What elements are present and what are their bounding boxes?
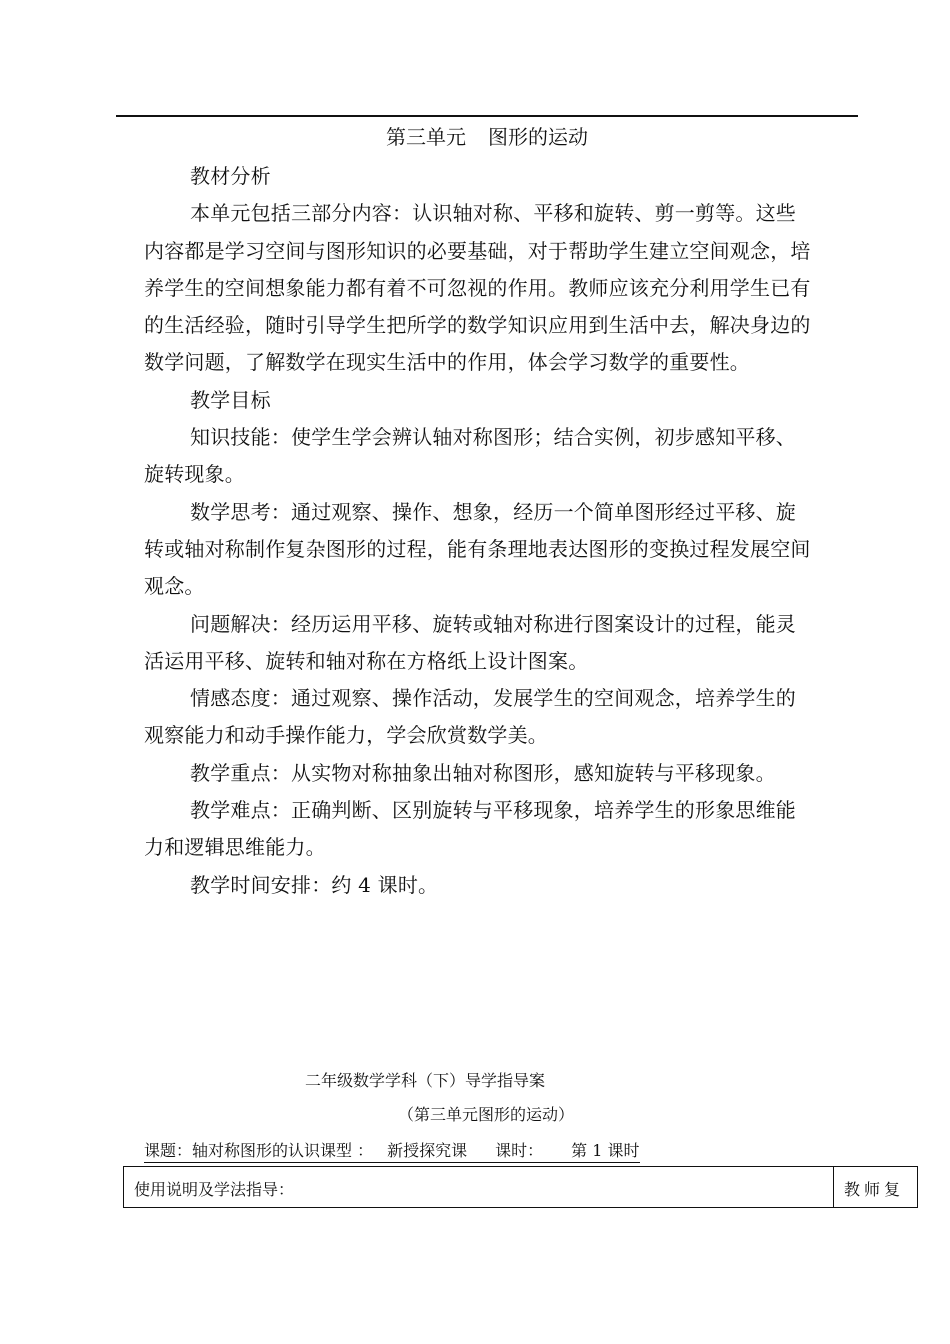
guide-heading: 二年级数学学科（下）导学指导案 <box>305 1071 546 1090</box>
unit-label: 第三单元 <box>386 125 466 149</box>
paragraph-difficulties: 教学难点：正确判断、区别旋转与平移现象，培养学生的形象思维能力和逻辑思维能力。 <box>144 798 796 860</box>
section-heading-goals: 教学目标 <box>190 387 271 412</box>
top-rule <box>116 115 858 117</box>
lesson-topic: 课题：轴对称图形的认识 <box>144 1141 321 1160</box>
lesson-hours-label: 课时： <box>495 1141 544 1160</box>
guide-subheading: （第三单元图形的运动） <box>398 1105 575 1124</box>
paragraph-attitude: 情感态度：通过观察、操作活动，发展学生的空间观念，培养学生的观察能力和动手操作能力，学会欣赏数学美。 <box>144 686 796 748</box>
guide-table <box>123 1166 918 1208</box>
unit-name: 图形的运动 <box>488 125 588 149</box>
lesson-type-value: 新授探究课 <box>387 1141 468 1160</box>
paragraph-analysis: 本单元包括三部分内容：认识轴对称、平移和旋转、剪一剪等。这些内容都是学习空间与图形知识的必要基础，对于帮助学生建立空间观念，培养学生的空间想象能力都有着不可忽视的作用。教师应该充分利用学生已有的生活经验，随时引导学生把所学的数学知识应用到生活中去，解决身边的数学问题，了解数学在现实生活中的作用，体会学习数学的重要性。 <box>144 201 811 375</box>
paragraph-knowledge: 知识技能：使学生学会辨认轴对称图形；结合实例，初步感知平移、旋转现象。 <box>144 425 796 487</box>
lesson-type-label: 课型 ： <box>320 1141 374 1160</box>
page-title <box>116 122 858 152</box>
lesson-hours-value: 第 1 课时 <box>571 1141 640 1160</box>
paragraph-schedule: 教学时间安排：约 4 课时。 <box>190 872 439 897</box>
paragraph-problem-solving: 问题解决：经历运用平移、旋转或轴对称进行图案设计的过程，能灵活运用平移、旋转和轴对称在方格纸上设计图案。 <box>144 611 796 673</box>
paragraph-thinking: 数学思考：通过观察、操作、想象，经历一个简单图形经过平移、旋转或轴对称制作复杂图形的过程，能有条理地表达图形的变换过程发展空间观念。 <box>144 499 811 599</box>
section-heading-analysis: 教材分析 <box>190 164 271 188</box>
table-cell-instructions: 使用说明及学法指导： <box>124 1167 834 1207</box>
document-body <box>144 158 812 904</box>
table-cell-teacher-review: 教师复 <box>844 1180 905 1199</box>
paragraph-key-points: 教学重点：从实物对称抽象出轴对称图形，感知旋转与平移现象。 <box>190 760 776 785</box>
lesson-info-line <box>144 1140 640 1163</box>
